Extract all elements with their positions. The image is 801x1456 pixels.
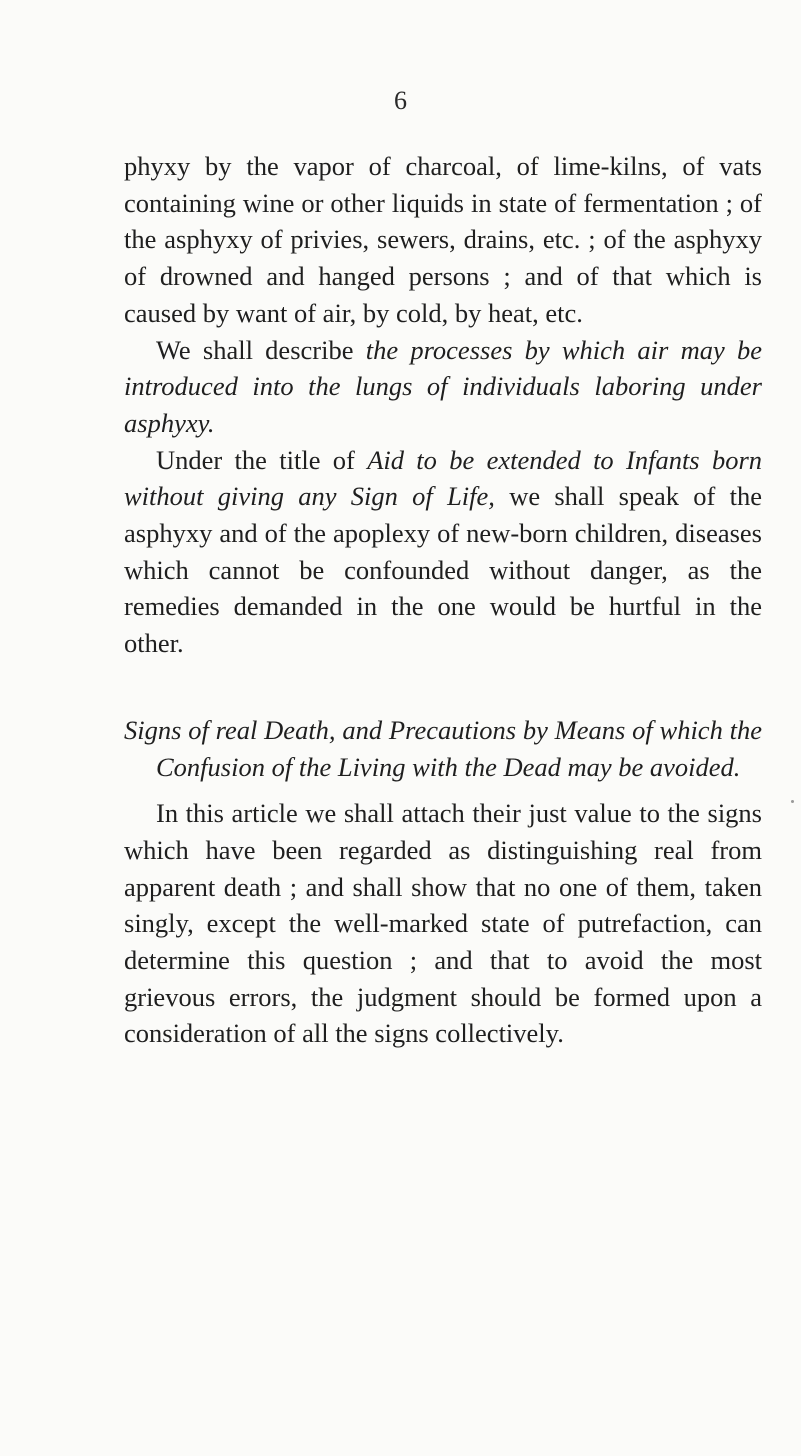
section-heading: Signs of real Death, and Precautions by Means of which the Confusion of the Living with the Dead may be avoided. — [124, 714, 762, 782]
paragraph-infants — [124, 442, 762, 662]
page-number: 6 — [394, 86, 407, 115]
page-content — [124, 148, 762, 1052]
margin-mark — [791, 800, 794, 803]
paragraph-processes-intro: We shall describe — [156, 334, 366, 365]
paragraph-infants-intro: Under the title of — [156, 444, 368, 475]
paragraph-processes-italic: the processes by which air may be introduced into the lungs of individuals laboring under asphyxy. — [124, 334, 762, 438]
paragraph-asphyxy-causes: phyxy by the vapor of charcoal, of lime-kilns, of vats containing wine or other liquids in state of fermentation ; of the asphyxy of privies, sewers, drains, etc. ; of the asphyxy of drowned and hanged persons ; and of that which is caused by want of air, by cold, by heat, etc. — [124, 151, 762, 328]
paragraph-infants-title: Aid to be extended to Infants born without giving any Sign of Life, — [124, 444, 763, 512]
paragraph-infants-body: we shall speak of the asphyxy and of the apoplexy of new-born children, diseases which cannot be confounded without danger, as the remedies demanded in the one would be hurtful in the other. — [124, 481, 762, 659]
paragraph-processes — [124, 332, 762, 442]
paragraph-signs-of-death: In this article we shall attach their just value to the signs which have been regarded as distinguishing real from apparent death ; and shall show that no one of them, taken singly, except the well-marked state of putrefaction, can determine this question ; and that to avoid the most grievous errors, the judgment should be formed upon a consideration of all the signs collectively. — [124, 798, 762, 1049]
